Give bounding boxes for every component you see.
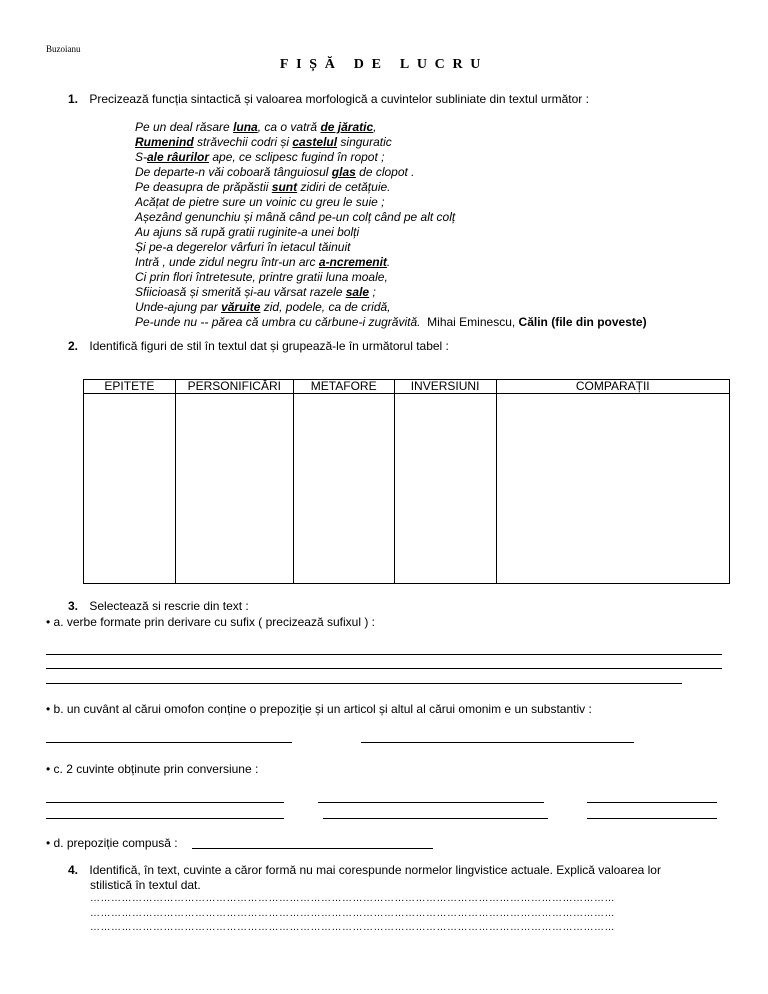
poem-line — [135, 150, 647, 165]
poem-line — [135, 285, 647, 300]
poem-line — [135, 120, 647, 135]
question-text: Identifică figuri de stil în textul dat și grupează-le în următorul tabel : — [89, 339, 449, 353]
item-3c: • c. 2 cuvinte obținute prin conversiune : — [46, 762, 259, 776]
answer-line[interactable] — [46, 802, 284, 803]
poem-text: Pe-unde nu -- părea că umbra cu cărbune-i zugrăvită. — [135, 315, 421, 329]
column-header-comparatii: COMPARAȚII — [496, 380, 730, 394]
column-header-inversiuni: INVERSIUNI — [394, 380, 496, 394]
poem-excerpt — [135, 120, 647, 330]
question-3 — [68, 599, 249, 613]
poem-text: Intră , unde zidul negru într-un arc — [135, 255, 319, 269]
answer-dotted-line[interactable]: …………………………………………………………………………………………………………………………………… — [90, 922, 615, 933]
poem-line — [135, 165, 647, 180]
answer-dotted-line[interactable]: …………………………………………………………………………………………………………………………………… — [90, 893, 615, 904]
answer-cell[interactable] — [394, 394, 496, 584]
poem-line — [135, 270, 647, 285]
question-text: Selectează si rescrie din text : — [89, 599, 249, 613]
answer-line[interactable] — [46, 668, 722, 669]
question-4 — [68, 863, 661, 877]
item-3a: • a. verbe formate prin derivare cu sufix ( precizează sufixul ) : — [46, 615, 375, 629]
answer-line[interactable] — [46, 654, 722, 655]
answer-line[interactable] — [587, 818, 717, 819]
poem-line — [135, 225, 647, 240]
poem-line — [135, 210, 647, 225]
answer-cell[interactable] — [175, 394, 293, 584]
question-number: 4. — [68, 863, 79, 877]
question-number: 3. — [68, 599, 79, 613]
poem-line — [135, 315, 647, 330]
answer-line[interactable] — [318, 802, 544, 803]
author-name: Buzoianu — [46, 44, 81, 54]
underlined-word: luna — [233, 120, 258, 134]
underlined-word: glas — [331, 165, 356, 179]
poem-text: , — [373, 120, 377, 134]
poem-text: , ca o vatră — [257, 120, 321, 134]
column-header-epitete: EPITETE — [84, 380, 176, 394]
page-title: FIȘĂ DE LUCRU — [279, 57, 489, 72]
question-text: Identifică, în text, cuvinte a căror formă nu mai corespunde normelor lingvistice actuale. Explică valoarea lor — [89, 863, 661, 877]
underlined-word: a-ncremenit — [318, 255, 387, 269]
poem-text: Au ajuns să rupă gratii ruginite-a unei bolți — [135, 225, 360, 239]
question-2 — [68, 339, 449, 353]
answer-line[interactable] — [323, 818, 548, 819]
poem-line — [135, 255, 647, 270]
poem-text: . — [386, 255, 391, 269]
underlined-word: văruite — [221, 300, 261, 314]
poem-text: Pe un deal răsare — [135, 120, 234, 134]
poem-text: Așezând genunchiu și mână când pe-un colț când pe alt colț — [135, 210, 456, 224]
poem-line — [135, 180, 647, 195]
poem-text: Unde-ajung par — [135, 300, 222, 314]
answer-line[interactable] — [192, 848, 433, 849]
answer-line[interactable] — [361, 742, 634, 743]
item-3b: • b. un cuvânt al cărui omofon conține o prepoziție și un articol și altul al cărui omonim e un substantiv : — [46, 702, 592, 716]
underlined-word: castelul — [292, 135, 338, 149]
poem-line — [135, 240, 647, 255]
poem-text: Ci prin flori întretesute, printre gratii luna moale, — [135, 270, 388, 284]
answer-cell[interactable] — [84, 394, 176, 584]
underlined-word: de jăratic — [320, 120, 374, 134]
poem-text: zid, podele, ca de cridă, — [260, 300, 391, 314]
poem-text: Pe deasupra de prăpăstii — [135, 180, 272, 194]
poem-text: Și pe-a degerelor vârfuri în ietacul tăinuit — [135, 240, 351, 254]
figures-of-speech-table — [83, 379, 730, 584]
poem-text: de clopot . — [355, 165, 415, 179]
poem-text: ; — [369, 285, 376, 299]
question-text: Precizează funcția sintactică și valoarea morfologică a cuvintelor subliniate din textul următor : — [89, 92, 589, 106]
poem-text: singuratic — [337, 135, 392, 149]
answer-line[interactable] — [46, 742, 292, 743]
column-header-metafore: METAFORE — [293, 380, 394, 394]
poem-text: ape, ce sclipesc fugind în ropot ; — [209, 150, 385, 164]
poem-text: S- — [135, 150, 147, 164]
answer-line[interactable] — [46, 818, 284, 819]
column-header-personificari: PERSONIFICĂRI — [175, 380, 293, 394]
poem-attribution — [421, 315, 647, 329]
question-text-cont: stilistică în textul dat. — [90, 878, 201, 892]
underlined-word: Rumenind — [135, 135, 194, 149]
poem-text: Sfiicioasă și smerită și-au vărsat razele — [135, 285, 346, 299]
question-1 — [68, 92, 589, 106]
answer-line[interactable] — [587, 802, 717, 803]
work-title: Călin (file din poveste) — [518, 315, 647, 329]
poem-text: De departe-n văi coboară tânguiosul — [135, 165, 332, 179]
author-attribution: Mihai Eminescu, — [420, 315, 519, 329]
item-3d-label: • d. prepoziție compusă : — [46, 836, 178, 850]
question-number: 2. — [68, 339, 79, 353]
question-number: 1. — [68, 92, 79, 106]
poem-text: străvechii codri și — [193, 135, 293, 149]
answer-cell[interactable] — [293, 394, 394, 584]
poem-line — [135, 300, 647, 315]
poem-text: zidiri de cetățuie. — [297, 180, 391, 194]
poem-line — [135, 195, 647, 210]
poem-line — [135, 135, 647, 150]
answer-cell[interactable] — [496, 394, 730, 584]
answer-line[interactable] — [46, 683, 682, 684]
underlined-word: sunt — [271, 180, 298, 194]
poem-text: Acățat de pietre sure un voinic cu greu le suie ; — [135, 195, 385, 209]
underlined-word: sale — [345, 285, 370, 299]
answer-dotted-line[interactable]: …………………………………………………………………………………………………………………………………… — [90, 908, 615, 919]
item-3d — [46, 836, 178, 850]
underlined-word: ale râurilor — [147, 150, 210, 164]
